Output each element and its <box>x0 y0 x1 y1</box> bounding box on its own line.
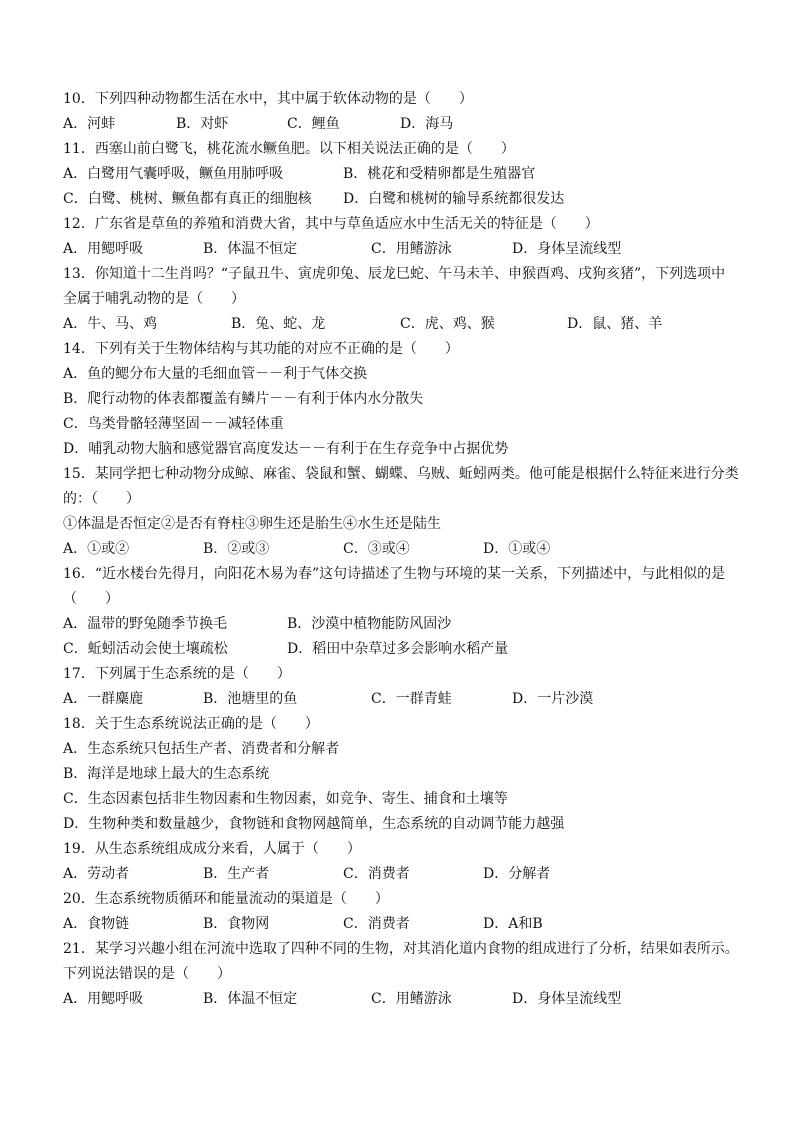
question-20-option-c: C．消费者 <box>343 916 410 932</box>
question-20-option-d: D．A和B <box>483 916 543 932</box>
question-12-option-c: C．用鳍游泳 <box>371 241 452 257</box>
question-12-stem: 12．广东省是草鱼的养殖和消费大省，其中与草鱼适应水中生活无关的特征是（ ） <box>63 216 599 232</box>
question-15-stem-line-3: ①体温是否恒定②是否有脊柱③卵生还是胎生④水生还是陆生 <box>63 516 441 532</box>
question-14-option-a: A．鱼的鳃分布大量的毛细血管－－利于气体交换 <box>63 366 368 382</box>
question-12-option-a: A．用鳃呼吸 <box>63 241 144 257</box>
question-20-stem: 20．生态系统物质循环和能量流动的渠道是（ ） <box>63 891 389 907</box>
question-15-option-b: B．②或③ <box>203 541 270 557</box>
question-19-option-c: C．消费者 <box>343 866 410 882</box>
question-16-option-c: C．蚯蚓活动会使土壤疏松 <box>63 641 228 657</box>
question-19-option-a: A．劳动者 <box>63 866 130 882</box>
question-17-stem: 17．下列属于生态系统的是（ ） <box>63 666 291 682</box>
question-16-option-d: D．稻田中杂草过多会影响水稻产量 <box>287 641 509 657</box>
question-11-option-a: A．白鹭用气囊呼吸，鳜鱼用肺呼吸 <box>63 166 284 182</box>
question-18-option-d: D．生物种类和数量越少，食物链和食物网越简单，生态系统的自动调节能力越强 <box>63 816 565 832</box>
question-11-option-d: D．白鹭和桃树的输导系统都很发达 <box>343 191 565 207</box>
question-21-option-c: C．用鳍游泳 <box>371 991 452 1007</box>
question-14-option-b: B．爬行动物的体表都覆盖有鳞片－－有利于体内水分散失 <box>63 391 424 407</box>
question-13-stem-line-2: 全属于哺乳动物的是（ ） <box>63 291 245 307</box>
question-14-stem: 14．下列有关于生物体结构与其功能的对应不正确的是（ ） <box>63 341 459 357</box>
question-13-option-d: D．鼠、猪、羊 <box>567 316 663 332</box>
question-19-stem: 19．从生态系统组成成分来看，人属于（ ） <box>63 841 361 857</box>
question-15-option-a: A．①或② <box>63 541 130 557</box>
question-13-option-b: B．兔、蛇、龙 <box>231 316 326 332</box>
question-13-option-a: A．牛、马、鸡 <box>63 316 158 332</box>
question-14-option-d: D．哺乳动物大脑和感觉器官高度发达－－有利于在生存竞争中占据优势 <box>63 441 509 457</box>
question-11-stem: 11．西塞山前白鹭飞，桃花流水鳜鱼肥。以下相关说法正确的是（ ） <box>63 141 515 157</box>
question-20-option-a: A．食物链 <box>63 916 130 932</box>
question-18-stem: 18．关于生态系统说法正确的是（ ） <box>63 716 319 732</box>
question-15-option-d: D．①或④ <box>483 541 551 557</box>
question-17-option-c: C．一群青蛙 <box>371 691 452 707</box>
question-21-stem-line-2: 下列说法错误的是（ ） <box>63 966 231 982</box>
question-12-option-b: B．体温不恒定 <box>203 241 298 257</box>
question-17-option-b: B．池塘里的鱼 <box>203 691 298 707</box>
question-10-option-b: B．对虾 <box>176 116 229 132</box>
question-18-option-b: B．海洋是地球上最大的生态系统 <box>63 766 270 782</box>
question-16-option-a: A．温带的野兔随季节换毛 <box>63 616 228 632</box>
question-15-option-c: C．③或④ <box>343 541 410 557</box>
question-17-option-d: D．一片沙漠 <box>512 691 594 707</box>
question-18-option-a: A．生态系统只包括生产者、消费者和分解者 <box>63 741 340 757</box>
question-14-option-c: C．鸟类骨骼轻薄坚固－－减轻体重 <box>63 416 284 432</box>
question-11-option-b: B．桃花和受精卵都是生殖器官 <box>343 166 536 182</box>
question-21-option-a: A．用鳃呼吸 <box>63 991 144 1007</box>
question-10-option-a: A．河蚌 <box>63 116 116 132</box>
question-10-option-c: C．鲤鱼 <box>287 116 340 132</box>
question-19-option-d: D．分解者 <box>483 866 551 882</box>
question-21-stem-line-1: 21．某学习兴趣小组在河流中选取了四种不同的生物，对其消化道内食物的组成进行了分析，结果如表所示。 <box>63 941 739 957</box>
question-12-option-d: D．身体呈流线型 <box>512 241 622 257</box>
question-15-stem-line-2: 的：（ ） <box>63 491 140 507</box>
question-13-option-c: C．虎、鸡、猴 <box>400 316 495 332</box>
question-13-stem-line-1: 13．你知道十二生肖吗？“子鼠丑牛、寅虎卯兔、辰龙巳蛇、午马未羊、申猴酉鸡、戌狗亥猪”，下列选项中 <box>63 266 726 282</box>
question-10-stem: 10．下列四种动物都生活在水中，其中属于软体动物的是（ ） <box>63 91 473 107</box>
question-10-option-d: D．海马 <box>400 116 454 132</box>
question-21-option-b: B．体温不恒定 <box>203 991 298 1007</box>
question-16-stem-line-2: （ ） <box>63 591 119 607</box>
question-20-option-b: B．食物网 <box>203 916 270 932</box>
question-18-option-c: C．生态因素包括非生物因素和生物因素，如竞争、寄生、捕食和土壤等 <box>63 791 508 807</box>
question-19-option-b: B．生产者 <box>203 866 270 882</box>
question-16-option-b: B．沙漠中植物能防风固沙 <box>287 616 452 632</box>
question-15-stem-line-1: 15．某同学把七种动物分成鲸、麻雀、袋鼠和蟹、蝴蝶、乌贼、蚯蚓两类。他可能是根据什么特征来进行分类 <box>63 466 739 482</box>
question-16-stem-line-1: 16．“近水楼台先得月，向阳花木易为春”这句诗描述了生物与环境的某一关系，下列描述中，与此相似的是 <box>63 566 726 582</box>
question-17-option-a: A．一群麋鹿 <box>63 691 144 707</box>
question-21-option-d: D．身体呈流线型 <box>512 991 622 1007</box>
question-11-option-c: C．白鹭、桃树、鳜鱼都有真正的细胞核 <box>63 191 312 207</box>
